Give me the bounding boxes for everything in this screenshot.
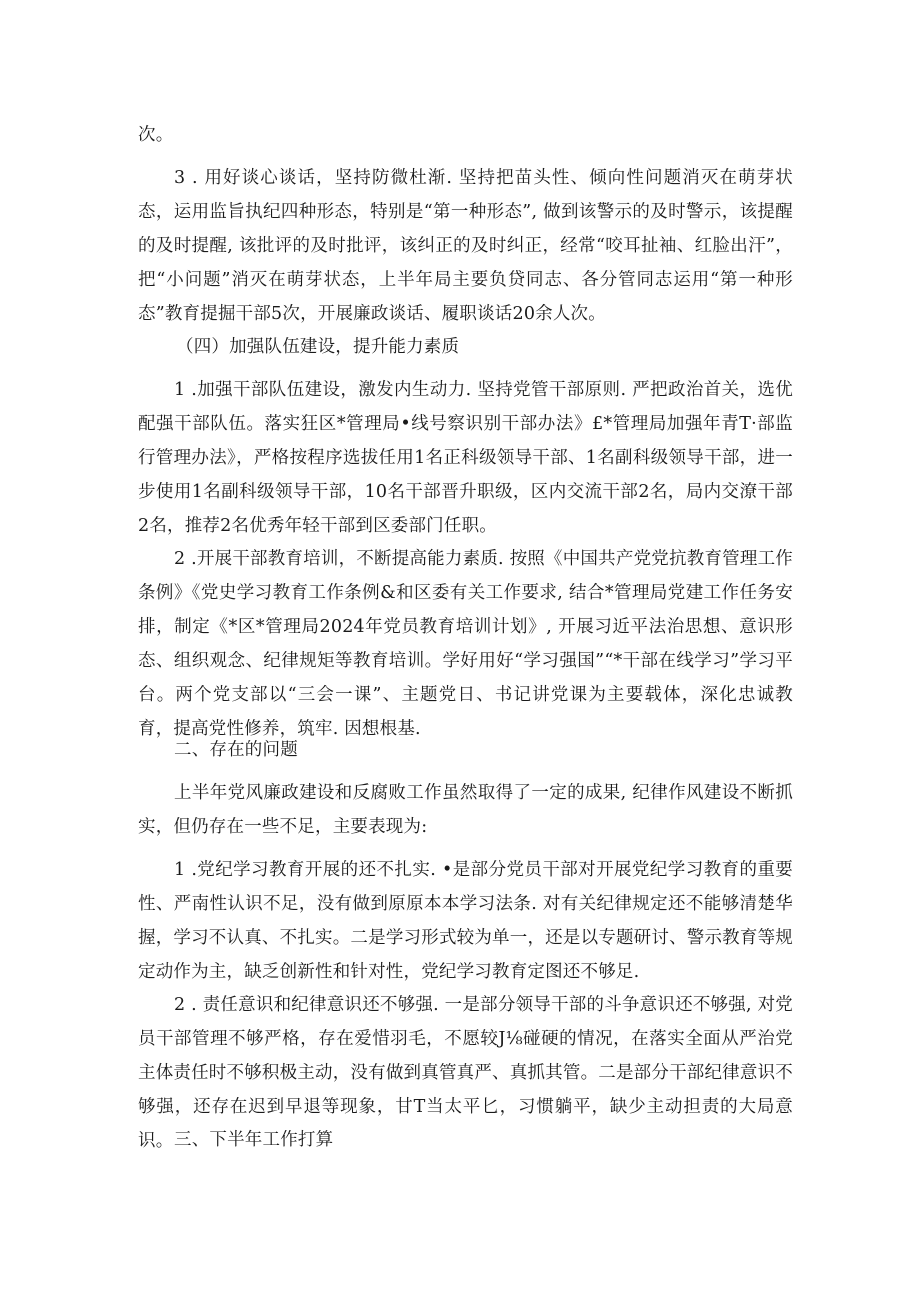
- paragraph-problem-1: 1 .党纪学习教育开展的还不扎实. •是部分党员干部对开展党纪学习教育的重要性、严南性认识不足，没有做到原原本本学习法条. 对有关纪律规定还不能够清楚华握，学习不认真、不扎实。二是学习形式较为单一，还是以专题研讨、警示教育等规定动作为主，缺乏创新性和针对性，党纪学习教育定图还不够足.: [138, 860, 793, 982]
- section-heading-plans: 三、下半年工作打算: [174, 1130, 334, 1150]
- paragraph-item-2-training: 2 .开展干部教育培训，不断提高能力素质. 按照《中国共产党党抗教育管理工作条例》《党史学习教育工作条例&和区委有关工作要求, 结合*管理局党建工作任务安排，制定《*区*管理局2024年党员教育培训计划》, 开展习近平法治思想、意识形态、组织观念、纪律规矩等教育培训。学好用好“学习强国”“*干部在线学习”学习平台。两个党支部以“三会一课”、主题党日、书记讲党课为主要载体，深化忠诚教育，提高党性修养，筑牢. 因想根基.: [138, 549, 793, 739]
- section-heading-problems: 二、存在的问题: [174, 740, 298, 760]
- paragraph-item-3-talks: 3 . 用好谈心谈话，坚持防微杜渐. 坚持把苗头性、倾向性问题消灭在萌芽状态，运用监旨执纪四种形态，特别是“第一种形态”, 做到该警示的及时警示，该提醒的及时提醒, 该批评的及时批评，该纠正的及时纠正，经常“咬耳扯袖、红脸出汗”，把“小问题”消灭在萌芽状态，上半年局主要负贷同志、各分管同志运用“第一种形态”教育提掘干部5次，开展廉政谈话、履职谈话20余人次。: [138, 168, 793, 324]
- paragraph-continuation: 次。: [138, 125, 174, 145]
- paragraph-problems-intro: 上半年党风廉政建设和反腐败工作虽然取得了一定的成果, 纪律作风建设不断抓实，但仍存在一些不足，主要表现为:: [138, 783, 793, 837]
- section-heading-4: （四）加强队伍建设，提升能力素质: [176, 337, 460, 357]
- paragraph-problem-2: 2 . 责任意识和纪律意识还不够强. 一是部分领导干部的斗争意识还不够强, 对党员干部管理不够严格，存在爱惜羽毛，不愿较J⅛碰硬的情况，在落实全面从严治党主体责任时不够积极主动，没有做到真管真严、真抓其管。二是部分干部纪律意识不够强，还存在迟到早退等现象，甘T当太平匕，习惯躺平，缺少主动担责的大局意识。: [138, 995, 793, 1151]
- paragraph-item-1-team: 1 .加强干部队伍建设，激发内生动力. 坚持党管干部原则. 严把政治首关，选优配强干部队伍。落实狂区*管理局•线号察识别干部办法》£*管理局加强年青T·部监行管理办法》，严格按程序选拔任用1名正科级领导干部、1名副科级领导干部，进一步使用1名副科级领导干部，10名干部晋升职级，区内交流干部2名，局内交潦干部2名，推荐2名优秀年轻干部到区委部门任职。: [138, 380, 793, 536]
